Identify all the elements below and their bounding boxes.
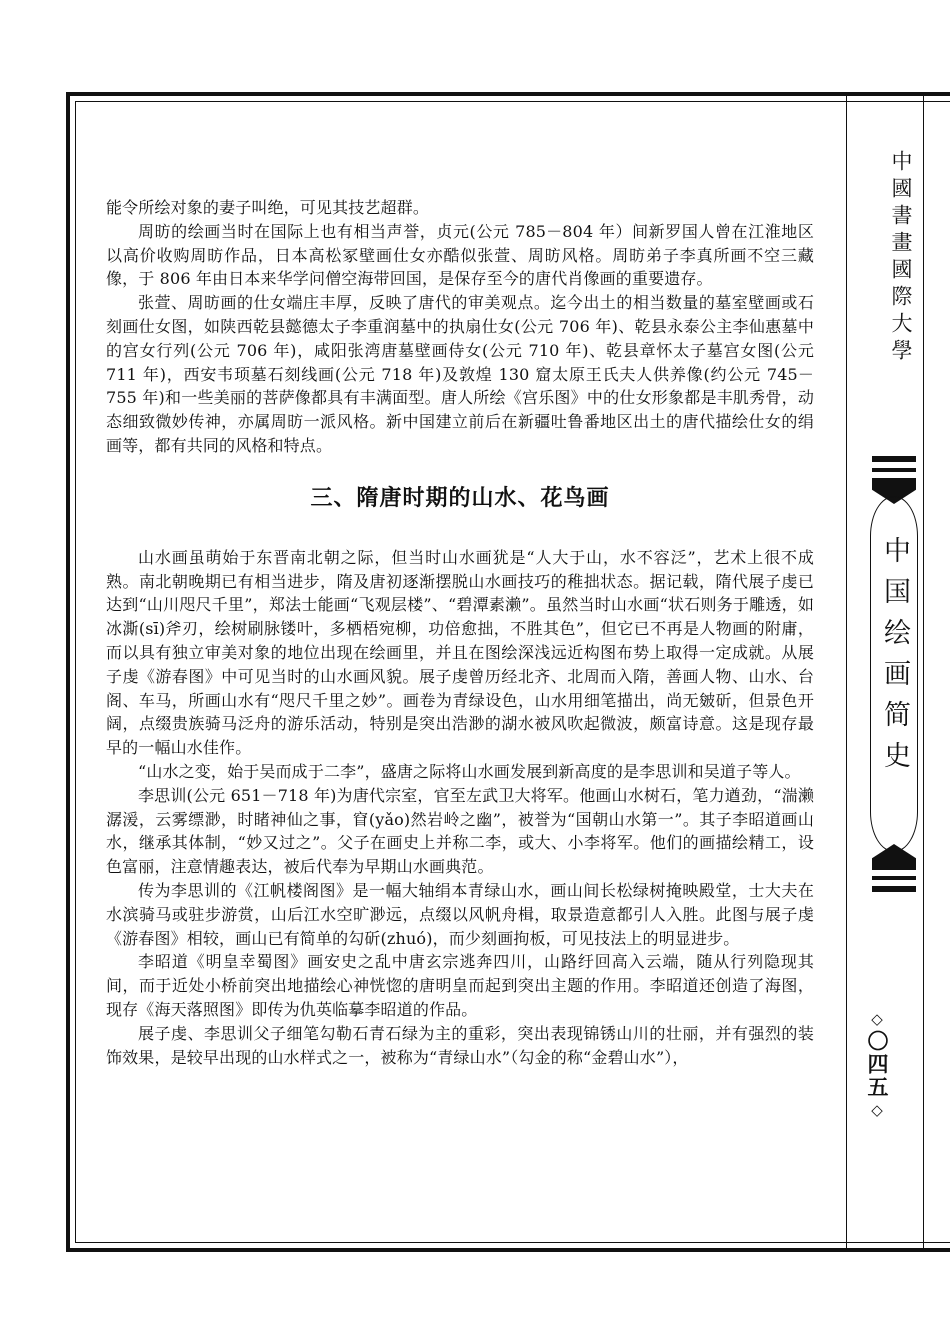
paragraph: “山水之变，始于吴而成于二李”，盛唐之际将山水画发展到新高度的是李思训和吴道子等人。	[138, 761, 801, 781]
paragraph: 山水画虽萌始于东晋南北朝之际，但当时山水画犹是“人大于山，水不容泛”，艺术上很不成熟。南北朝晚期已有相当进步，隋及唐初逐渐摆脱山水画技巧的稚拙状态。据记载，隋代展子虔已达到“山川咫尺千里”，郑法士能画“飞观层楼”、“碧潭素濑”。虽然当时山水画“状石则务于雕透，如冰澌(sī)斧刃，绘树刷脉镂叶，多栖梧宛柳，功倍愈拙，不胜其色”，但它已不再是人物画的附庸，而以具有独立审美对象的地位出现在绘画里，并且在图绘深浅远近构图布势上取得一定成就。从展子虔《游春图》中可见当时的山水画风貌。展子虔曾历经北齐、北周而入隋，善画人物、山水、台阁、车马，所画山水有“咫尺千里之妙”。画卷为青绿设色，山水用细笔描出，尚无皴斫，但景色开阔，点缀贵族骑马泛舟的游乐活动，特别是突出浩渺的湖水被风吹起微波，颇富诗意。这是现存最早的一幅山水佳作。	[106, 547, 814, 758]
paragraph: 展子虔、李思训父子细笔勾勒石青石绿为主的重彩，突出表现锦锈山川的壮丽，并有强烈的装饰效果，是较早出现的山水样式之一，被称为“青绿山水”（勾金的称“金碧山水”），	[106, 1023, 814, 1067]
diamond-icon: ◇	[871, 1010, 883, 1028]
book-title: 中国绘画简史	[879, 536, 910, 782]
ornament-bar	[872, 886, 916, 892]
school-name: 中國書畫國際大學	[889, 150, 913, 366]
paragraph: 传为李思训的《江帆楼阁图》是一幅大轴绢本青绿山水，画山间长松绿树掩映殿堂，士大夫在水滨骑马或驻步游赏，山后江水空旷渺远，点缀以风帆舟楫，取景造意都引人入胜。此图与展子虔《游春图》相较，画山已有简单的勾斫(zhuó)，而少刻画拘板，可见技法上的明显进步。	[106, 880, 814, 948]
paragraph: 能令所绘对象的妻子叫绝，可见其技艺超群。	[106, 198, 430, 217]
section-title: 三、隋唐时期的山水、花鸟画	[310, 485, 610, 511]
page-number-block	[862, 1010, 892, 1119]
book-title-panel	[862, 456, 930, 892]
ornament-bar	[872, 456, 916, 462]
paragraph: 张萱、周昉画的仕女端庄丰厚，反映了唐代的审美观点。迄今出土的相当数量的墓室壁画或石刻画仕女图，如陕西乾县懿德太子李重润墓中的执扇仕女(公元 706 年)、乾县永泰公主李仙惠墓中的宫女行列(公元 706 年)，咸阳张湾唐墓壁画侍女(公元 710 年)、乾县章怀太子墓宫女图(公元 711 年)，西安韦顼墓石刻线画(公元 718 年)及敦煌 130 窟太原王氏夫人供养像(约公元 745－755 年)和一些美丽的菩萨像都具有丰满面型。唐人所绘《宫乐图》中的仕女形象都是丰肌秀骨，动态细致微妙传神，亦属周昉一派风格。新中国建立前后在新疆吐鲁番地区出土的唐代描绘仕女的绢画等，都有共同的风格和特点。	[106, 293, 814, 455]
main-text	[106, 196, 814, 1069]
paragraph: 李思训(公元 651－718 年)为唐代宗室，官至左武卫大将军。他画山水树石，笔力遒劲，“湍濑潺湲，云雾缥渺，时睹神仙之事，窅(yǎo)然岩岭之幽”，被誉为“国朝山水第一”。其子李昭道画山水，继承其体制，“妙又过之”。父子在画史上并称二李，或大、小李将军。他们的画描绘精工，设色富丽，注意情趣表达，被后代奉为早期山水画典范。	[106, 785, 814, 877]
paragraph: 周昉的绘画当时在国际上也有相当声誉，贞元(公元 785－804 年）间新罗国人曾在江淮地区以高价收购周昉作品，日本高松冢壁画仕女亦酷似张萱、周昉风格。周昉弟子李真所画不空三藏像，于 806 年由日本来华学问僧空海带回国，是保存至今的唐代肖像画的重要遗存。	[106, 221, 814, 289]
diamond-icon: ◇	[871, 1101, 883, 1119]
sidebar-divider	[846, 96, 847, 1248]
ornament-bar	[872, 876, 916, 880]
ornament-cap	[872, 844, 916, 870]
paragraph: 李昭道《明皇幸蜀图》画安史之乱中唐玄宗逃奔四川，山路纡回高入云端，随从行列隐现其间，而于近处小桥前突出地描绘心神恍惚的唐明皇而起到突出主题的作用。李昭道还创造了海图，现存《海天落照图》即传为仇英临摹李昭道的作品。	[106, 952, 814, 1019]
ornament-bar	[872, 468, 916, 472]
page-number: 〇四五	[865, 1030, 889, 1099]
